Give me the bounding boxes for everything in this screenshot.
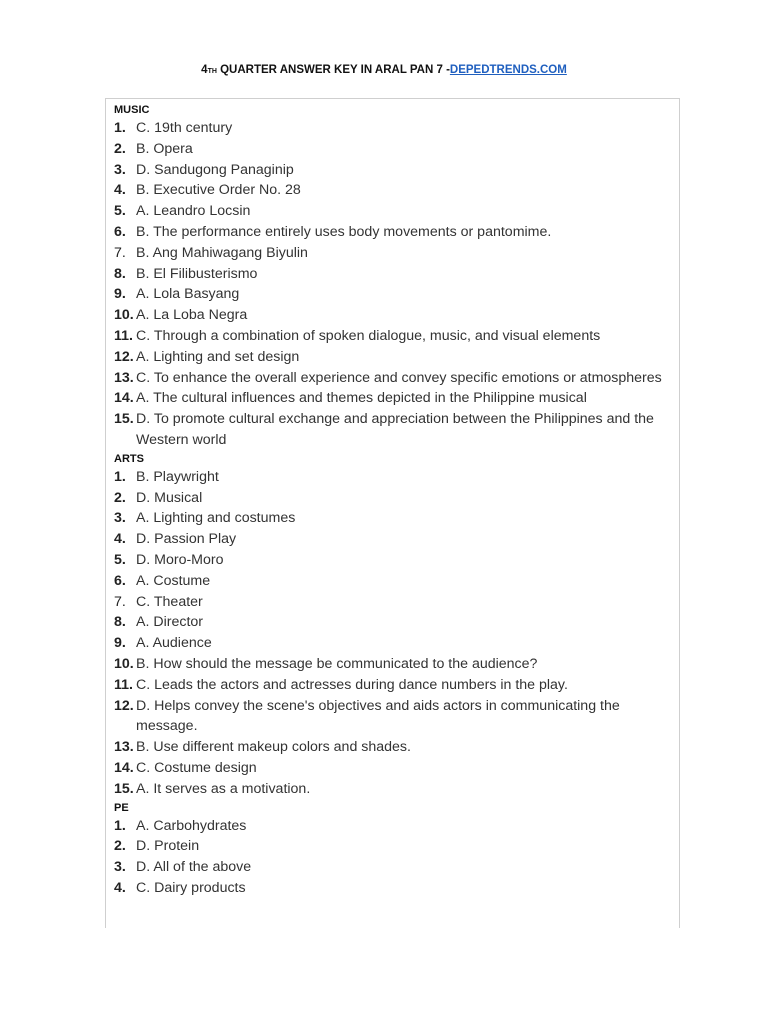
answer-number: 3. [114, 161, 126, 178]
answer-text: B. El Filibusterismo [136, 265, 258, 282]
answer-text: A. Director [136, 614, 204, 631]
answer-number: 14. [114, 759, 134, 776]
answer-text: B. The performance entirely uses body movements or pantomime. [136, 223, 552, 240]
answer-item [114, 779, 671, 800]
answer-number: 8. [114, 265, 126, 282]
answer-number: 1. [114, 120, 126, 136]
answer-text: C. To enhance the overall experience and convey specific emotions or atmospheres [136, 369, 662, 386]
answer-item [114, 305, 671, 326]
answer-text: A. The cultural influences and themes depicted in the Philippine musical [136, 390, 587, 407]
answer-item [114, 347, 671, 368]
answer-item [114, 592, 671, 613]
answer-text: D. To promote cultural exchange and appreciation between the Philippines and the Western world [136, 411, 654, 448]
answer-item [114, 180, 671, 201]
title-number: 4 [201, 64, 208, 76]
answer-number: 6. [114, 223, 126, 240]
answer-text: D. Helps convey the scene's objectives and aids actors in communicating the message. [136, 697, 620, 735]
answer-item [114, 368, 671, 389]
answer-list [114, 816, 671, 899]
answer-text: D. Protein [136, 838, 200, 855]
answer-number: 12. [114, 697, 134, 714]
answer-item [114, 529, 671, 550]
answer-number: 12. [114, 348, 134, 365]
answer-number: 10. [114, 655, 134, 672]
answer-item [114, 758, 671, 779]
answer-item [114, 654, 671, 675]
answer-item [114, 118, 671, 139]
answer-item [114, 467, 671, 488]
answer-text: D. All of the above [136, 859, 252, 876]
answer-item [114, 264, 671, 285]
answer-item [114, 508, 671, 529]
title-main: QUARTER ANSWER KEY IN ARAL PAN 7 - [216, 64, 450, 76]
section-pe [114, 800, 671, 899]
answer-text: A. Lighting and costumes [136, 510, 296, 527]
answer-item [114, 488, 671, 509]
answer-text: C. Costume design [136, 759, 257, 776]
answer-number: 13. [114, 739, 134, 756]
answer-text: C. Theater [136, 593, 203, 610]
answer-item [114, 612, 671, 633]
answer-text: A. Costume [136, 572, 211, 589]
answer-number: 2. [114, 140, 126, 157]
answer-item [114, 550, 671, 571]
answer-number: 3. [114, 510, 126, 527]
section-music [114, 102, 671, 451]
section-arts [114, 451, 671, 800]
answer-text: C. 19th century [136, 120, 233, 136]
section-heading: MUSIC [114, 104, 150, 116]
answer-text: A. Lola Basyang [136, 286, 240, 303]
answer-number: 11. [114, 676, 133, 693]
answer-number: 8. [114, 614, 126, 631]
answer-item [114, 201, 671, 222]
answer-number: 4. [114, 879, 126, 896]
answer-key-box [105, 98, 680, 928]
answer-number: 2. [114, 838, 126, 855]
answer-number: 15. [114, 780, 134, 797]
answer-item [114, 243, 671, 264]
answer-text: C. Leads the actors and actresses during dance numbers in the play. [136, 676, 568, 693]
page-title [0, 64, 768, 76]
answer-number: 5. [114, 551, 126, 568]
sections-container [114, 102, 671, 899]
answer-number: 1. [114, 468, 126, 485]
title-ordinal-suffix: TH [207, 68, 217, 75]
answer-number: 14. [114, 390, 134, 407]
answer-number: 11. [114, 327, 133, 344]
section-heading: ARTS [114, 452, 144, 465]
answer-text: B. Playwright [136, 468, 219, 485]
answer-text: B. Executive Order No. 28 [136, 182, 301, 199]
answer-text: A. Audience [136, 635, 212, 652]
answer-text: A. Lighting and set design [136, 348, 300, 365]
answer-item [114, 160, 671, 181]
answer-item [114, 571, 671, 592]
section-heading: PE [114, 801, 129, 814]
answer-text: B. How should the message be communicated to the audience? [136, 655, 538, 672]
answer-item [114, 857, 671, 878]
answer-number: 13. [114, 369, 134, 386]
answer-text: A. La Loba Negra [136, 307, 248, 324]
answer-number: 2. [114, 489, 126, 506]
answer-list [114, 118, 671, 451]
answer-text: D. Musical [136, 489, 203, 506]
answer-item [114, 633, 671, 654]
answer-text: B. Use different makeup colors and shades. [136, 739, 411, 756]
answer-number: 15. [114, 411, 134, 428]
answer-list [114, 467, 671, 800]
answer-item [114, 409, 671, 451]
answer-text: C. Dairy products [136, 879, 246, 896]
answer-text: D. Moro-Moro [136, 551, 224, 568]
answer-number: 7. [114, 244, 126, 261]
answer-number: 9. [114, 286, 126, 303]
answer-item [114, 737, 671, 758]
answer-number: 4. [114, 531, 126, 548]
answer-item [114, 284, 671, 305]
answer-text: B. Opera [136, 140, 193, 157]
answer-number: 5. [114, 203, 126, 220]
answer-text: A. Carbohydrates [136, 817, 247, 834]
answer-item [114, 878, 671, 899]
answer-item [114, 326, 671, 347]
answer-text: B. Ang Mahiwagang Biyulin [136, 244, 308, 261]
answer-text: D. Passion Play [136, 531, 237, 548]
answer-item [114, 222, 671, 243]
answer-number: 10. [114, 307, 134, 324]
answer-item [114, 675, 671, 696]
answer-item [114, 139, 671, 160]
answer-item [114, 816, 671, 837]
answer-number: 3. [114, 859, 126, 876]
answer-text: A. Leandro Locsin [136, 203, 251, 220]
answer-item [114, 836, 671, 857]
depedtrends-link[interactable]: DEPEDTRENDS.COM [449, 64, 567, 76]
answer-number: 6. [114, 572, 126, 589]
answer-number: 4. [114, 182, 126, 199]
answer-number: 1. [114, 817, 126, 834]
answer-text: C. Through a combination of spoken dialogue, music, and visual elements [136, 327, 601, 344]
answer-text: D. Sandugong Panaginip [136, 161, 294, 178]
answer-text: A. It serves as a motivation. [136, 780, 311, 797]
answer-number: 9. [114, 635, 126, 652]
answer-item [114, 696, 671, 738]
answer-item [114, 388, 671, 409]
answer-number: 7. [114, 593, 126, 610]
